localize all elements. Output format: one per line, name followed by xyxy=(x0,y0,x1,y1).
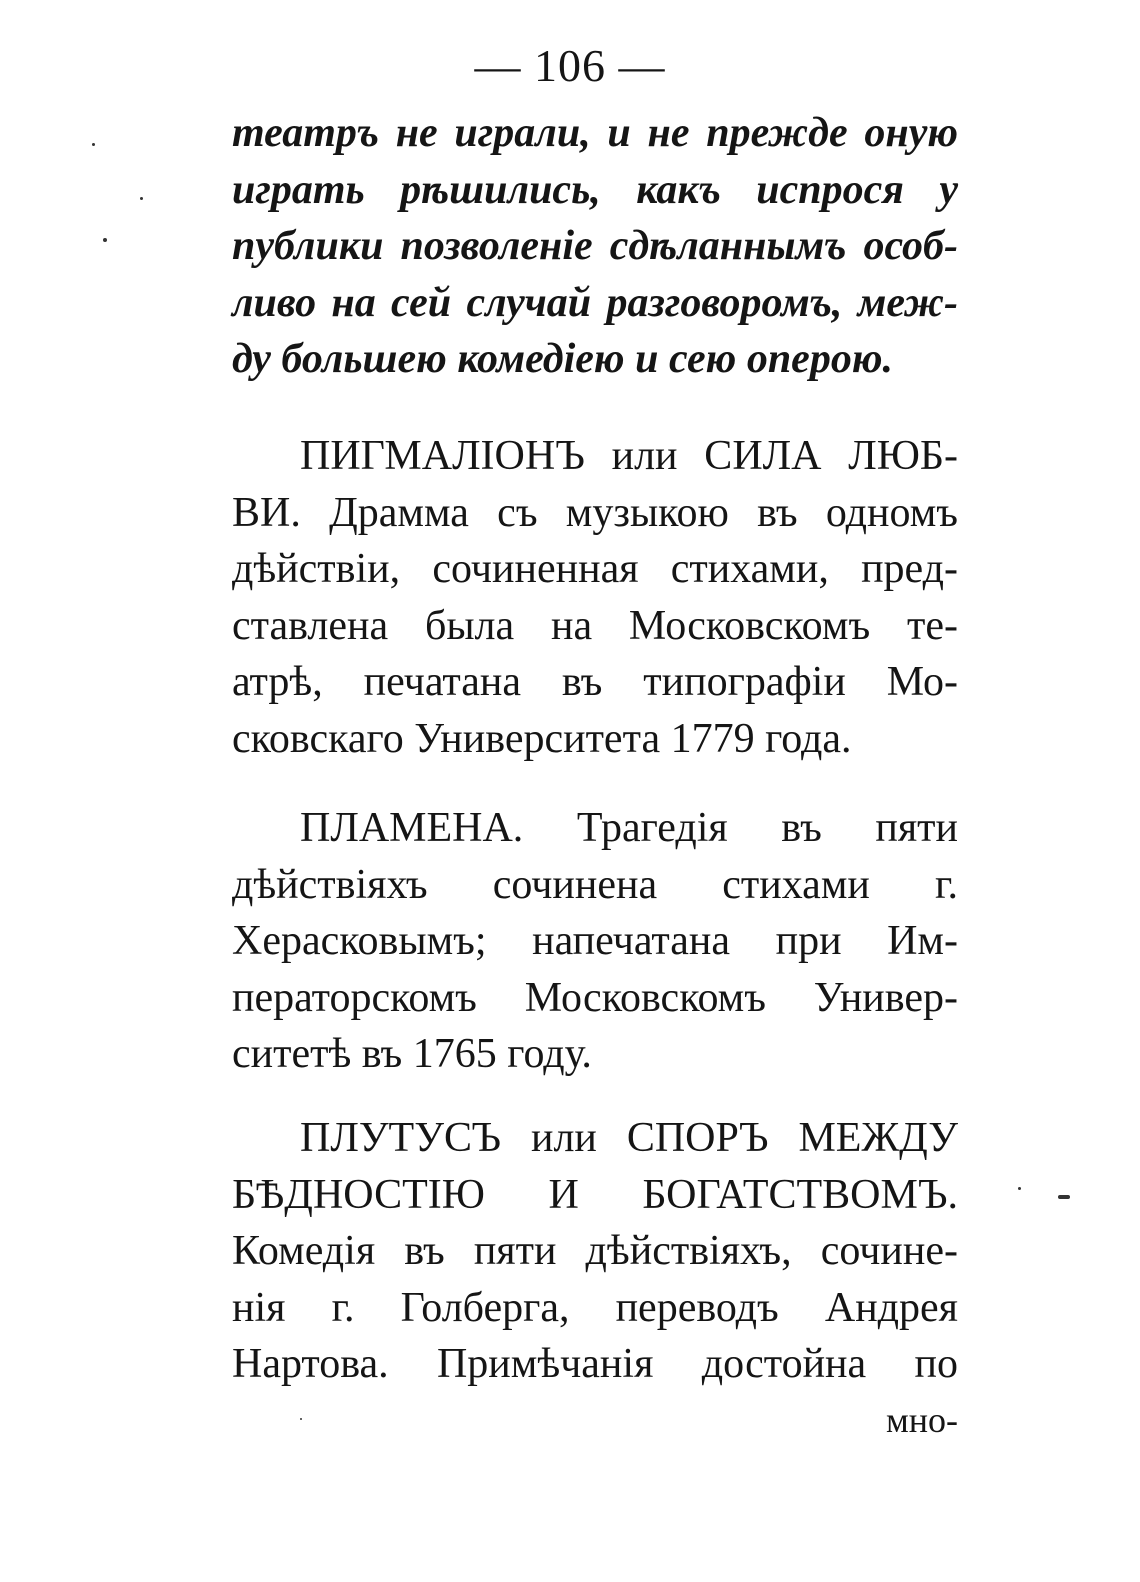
scan-speck xyxy=(300,1418,302,1420)
page-number: — 106 — xyxy=(474,40,666,91)
catchword: мно- xyxy=(885,1400,958,1440)
text-line: ситетѣ въ 1765 году. xyxy=(232,1031,592,1077)
text-line: нiя г. Голберга, переводъ Андрея xyxy=(232,1284,958,1331)
text-line: дѣйствiи, сочиненная стихами, пред- xyxy=(232,546,958,592)
text-line: ду большею комедiею и сею оперою. xyxy=(232,336,893,382)
text-line: театръ не играли, и не прежде оную xyxy=(232,110,958,156)
text-line: сковскаго Университета 1779 года. xyxy=(232,715,852,762)
entry-plamena xyxy=(232,800,958,1083)
text-line: Комедiя въ пяти дѣйствiяхъ, сочине- xyxy=(232,1228,958,1274)
text-line: Херасковымъ; напечатана при Им- xyxy=(232,918,958,964)
scan-speck xyxy=(1058,1195,1070,1199)
entry-heading-line: ПЛУТУСЪ или СПОРЪ МЕЖДУ xyxy=(300,1115,958,1161)
text-line: дѣйствiяхъ сочинена стихами г. xyxy=(232,861,958,908)
entry-heading-line: ПЛАМЕНА. Трагедiя въ пяти xyxy=(300,805,958,851)
scan-speck xyxy=(140,197,143,200)
entry-pygmalion xyxy=(232,428,958,767)
scan-speck xyxy=(103,238,107,242)
text-line: ВИ. Драмма съ музыкою въ одномъ xyxy=(232,489,958,536)
continuation-paragraph xyxy=(232,105,958,388)
entry-heading-line: БѢДНОСТIЮ И БОГАТСТВОМЪ. xyxy=(232,1171,958,1218)
scan-speck xyxy=(1018,1187,1021,1190)
catchword-container xyxy=(232,1392,958,1449)
text-line: играть рѣшились, какъ испрося у xyxy=(232,166,958,213)
text-line: ливо на сей случай разговоромъ, меж- xyxy=(232,279,958,326)
scan-speck xyxy=(92,143,95,146)
text-line: публики позволенie сдѣланнымъ особ- xyxy=(232,223,958,269)
entry-plutus xyxy=(232,1110,958,1393)
text-line: атрѣ, печатана въ типографiи Мо- xyxy=(232,659,958,705)
text-line: ператорскомъ Московскомъ Универ- xyxy=(232,974,958,1021)
text-line: ставлена была на Московскомъ те- xyxy=(232,602,958,649)
entry-heading-line: ПИГМАЛIОНЪ или СИЛА ЛЮБ- xyxy=(300,433,958,479)
text-line: Нартова. Примѣчанiя достойна по xyxy=(232,1341,958,1387)
